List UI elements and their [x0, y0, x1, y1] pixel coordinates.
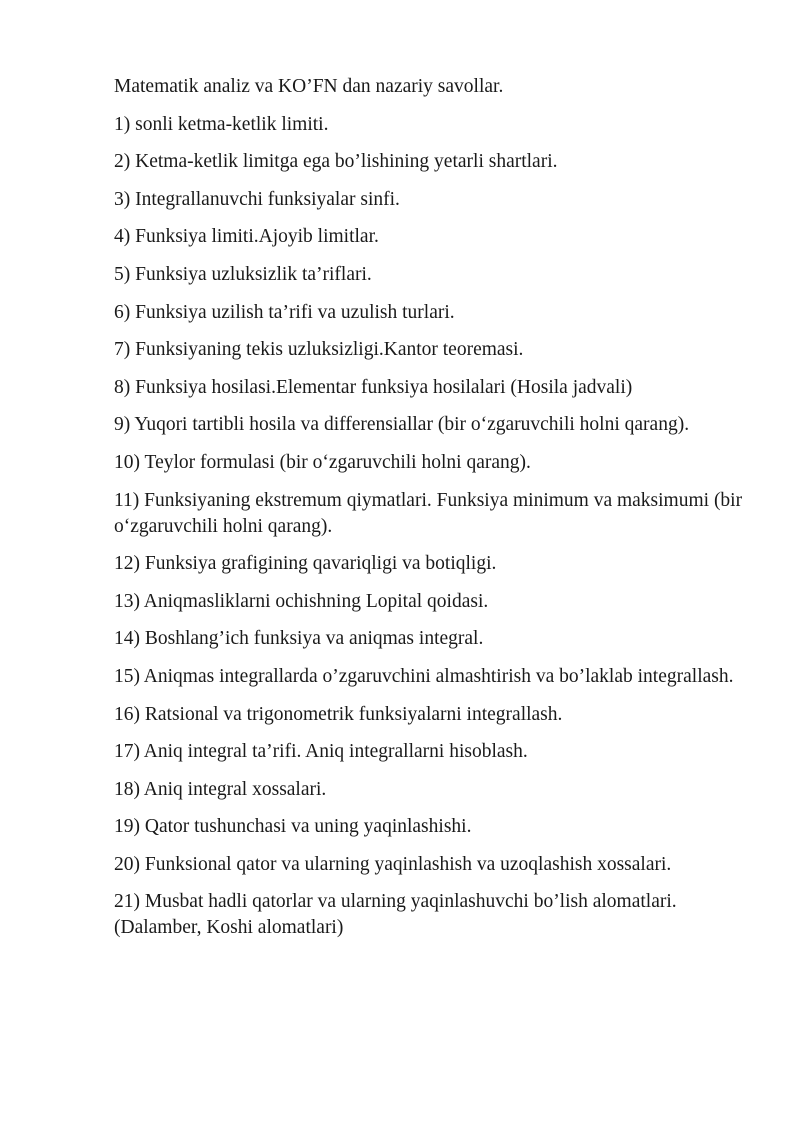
- question-item: 1) sonli ketma-ketlik limiti.: [114, 113, 329, 135]
- question-item: 3) Integrallanuvchi funksiyalar sinfi.: [114, 188, 400, 210]
- question-item: 4) Funksiya limiti.Ajoyib limitlar.: [114, 226, 379, 248]
- question-item: 21) Musbat hadli qatorlar va ularning yaqinlashuvchi bo’lish alomatlari. (Dalamber, Koshi alomatlari): [114, 891, 677, 939]
- question-item: 18) Aniq integral xossalari.: [114, 778, 327, 800]
- question-item: 13) Aniqmasliklarni ochishning Lopital qoidasi.: [114, 590, 489, 612]
- question-item: 12) Funksiya grafigining qavariqligi va botiqligi.: [114, 553, 497, 575]
- question-item: 19) Qator tushunchasi va uning yaqinlashishi.: [114, 816, 472, 838]
- question-item: 20) Funksional qator va ularning yaqinlashish va uzoqlashish xossalari.: [114, 853, 672, 875]
- question-item: 6) Funksiya uzilish ta’rifi va uzulish turlari.: [114, 301, 455, 323]
- question-item: 5) Funksiya uzluksizlik ta’riflari.: [114, 263, 372, 285]
- document-page: [114, 74, 754, 953]
- question-item: 17) Aniq integral ta’rifi. Aniq integrallarni hisoblash.: [114, 741, 528, 763]
- question-item: 11) Funksiyaning ekstremum qiymatlari. Funksiya minimum va maksimumi (bir o‘zgaruvchili holni qarang).: [114, 489, 743, 537]
- question-item: 10) Teylor formulasi (bir o‘zgaruvchili holni qarang).: [114, 451, 531, 473]
- question-item: 7) Funksiyaning tekis uzluksizligi.Kantor teoremasi.: [114, 339, 524, 361]
- question-item: 14) Boshlang’ich funksiya va aniqmas integral.: [114, 628, 484, 650]
- document-title: Matematik analiz va KO’FN dan nazariy savollar.: [114, 76, 504, 97]
- question-item: 8) Funksiya hosilasi.Elementar funksiya hosilalari (Hosila jadvali): [114, 376, 633, 398]
- question-item: 15) Aniqmas integrallarda o’zgaruvchini almashtirish va bo’laklab integrallash.: [114, 665, 734, 687]
- question-item: 9) Yuqori tartibli hosila va differensiallar (bir o‘zgaruvchili holni qarang).: [114, 414, 690, 436]
- question-item: 2) Ketma-ketlik limitga ega bo’lishining yetarli shartlari.: [114, 151, 558, 173]
- question-item: 16) Ratsional va trigonometrik funksiyalarni integrallash.: [114, 703, 563, 725]
